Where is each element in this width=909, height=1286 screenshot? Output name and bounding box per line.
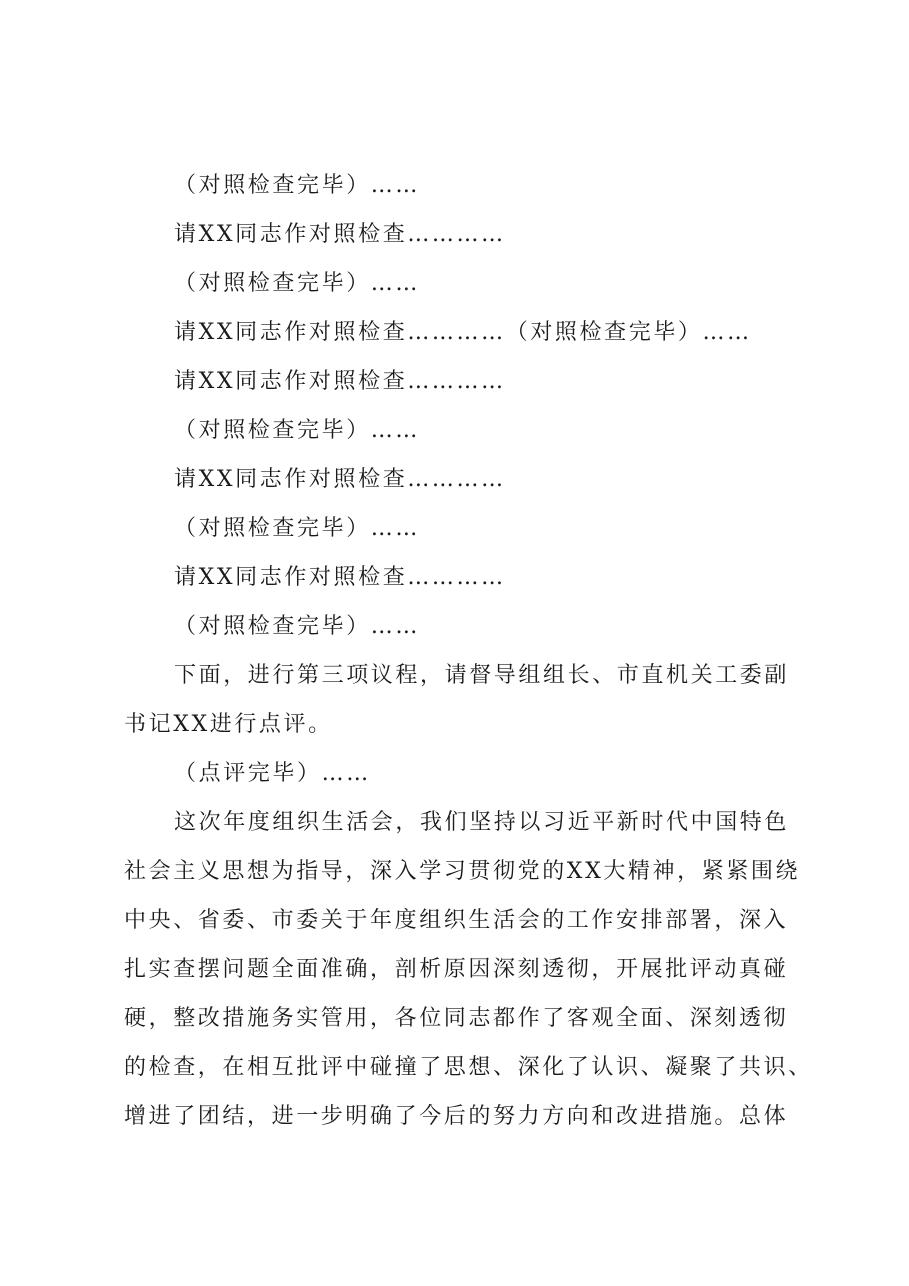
agenda-paragraph-line: 书记XX进行点评。 [124, 712, 333, 737]
summary-paragraph-line: 这次年度组织生活会，我们坚持以习近平新时代中国特色 [174, 810, 790, 835]
summary-paragraph-line: 社会主义思想为指导，深入学习贯彻党的XX大精神，紧紧围绕 [124, 859, 801, 884]
summary-paragraph-line: 扎实查摆问题全面准确，剖析原因深刻透彻，开展批评动真碰 [124, 957, 789, 982]
summary-paragraph-line: 中央、省委、市委关于年度组织生活会的工作安排部署，深入 [124, 908, 789, 933]
review-done-line: （点评完毕）…… [174, 761, 371, 786]
text-line: 请XX同志作对照检查…………（对照检查完毕）…… [174, 320, 752, 345]
text-line: （对照检查完毕）…… [174, 516, 421, 541]
text-line: 请XX同志作对照检查………… [174, 565, 506, 590]
text-line: 请XX同志作对照检查………… [174, 369, 506, 394]
text-line: （对照检查完毕）…… [174, 418, 421, 443]
agenda-paragraph-line: 下面，进行第三项议程，请督导组组长、市直机关工委副 [174, 663, 790, 688]
summary-paragraph-line: 增进了团结，进一步明确了今后的努力方向和改进措施。总体 [124, 1104, 789, 1129]
text-line: （对照检查完毕）…… [174, 614, 421, 639]
text-line: （对照检查完毕）…… [174, 173, 421, 198]
text-line: 请XX同志作对照检查………… [174, 222, 506, 247]
summary-paragraph-line: 硬，整改措施务实管用，各位同志都作了客观全面、深刻透彻 [124, 1006, 789, 1031]
text-line: 请XX同志作对照检查………… [174, 467, 506, 492]
text-line: （对照检查完毕）…… [174, 271, 421, 296]
summary-paragraph-line: 的检查，在相互批评中碰撞了思想、深化了认识、凝聚了共识、 [124, 1055, 813, 1080]
